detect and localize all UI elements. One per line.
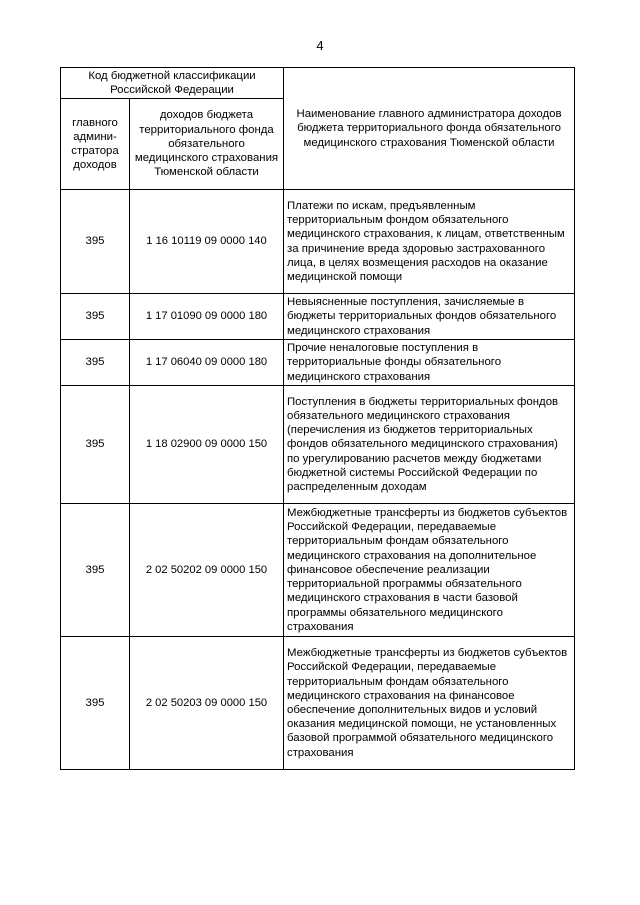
table-row	[61, 294, 575, 340]
cell-revenue-code: 1 16 10119 09 0000 140	[130, 190, 284, 294]
cell-revenue-code: 2 02 50203 09 0000 150	[130, 637, 284, 770]
table-row	[61, 386, 575, 504]
header-budget-classification-group: Код бюджетной классификации Российской Федерации	[61, 68, 284, 99]
table-header	[61, 68, 575, 190]
cell-admin-code: 395	[61, 386, 130, 504]
cell-revenue-name: Невыясненные поступления, зачисляемые в бюджеты территориальных фондов обязательного медицинского страхования	[284, 294, 575, 340]
table-body	[61, 190, 575, 770]
cell-admin-code: 395	[61, 340, 130, 386]
cell-revenue-code: 1 17 06040 09 0000 180	[130, 340, 284, 386]
budget-classification-table	[60, 67, 575, 770]
cell-revenue-code: 1 17 01090 09 0000 180	[130, 294, 284, 340]
cell-admin-code: 395	[61, 637, 130, 770]
cell-revenue-code: 1 18 02900 09 0000 150	[130, 386, 284, 504]
table-row	[61, 340, 575, 386]
page-number: 4	[316, 38, 324, 53]
header-row-top	[61, 68, 575, 99]
header-main-administrator: главного админи-стратора доходов	[61, 99, 130, 190]
cell-admin-code: 395	[61, 190, 130, 294]
table-row	[61, 504, 575, 637]
table-row	[61, 190, 575, 294]
cell-revenue-name: Межбюджетные трансферты из бюджетов субъектов Российской Федерации, передаваемые территориальным фондам обязательного медицинского страхования на финансовое обеспечение дополнительных видов и условий оказания медицинской помощи, не установленных базовой программой обязательного медицинского страхования	[284, 637, 575, 770]
cell-revenue-name: Прочие неналоговые поступления в территориальные фонды обязательного медицинского страхования	[284, 340, 575, 386]
cell-admin-code: 395	[61, 504, 130, 637]
cell-revenue-name: Платежи по искам, предъявленным территориальным фондом обязательного медицинского страхования, к лицам, ответственным за причинение вреда здоровью застрахованного лица, в целях возмещения расходов на оказание медицинской помощи	[284, 190, 575, 294]
cell-revenue-name: Межбюджетные трансферты из бюджетов субъектов Российской Федерации, передаваемые территориальным фондам обязательного медицинского страхования на дополнительное финансовое обеспечение реализации территориальной программы обязательного медицинского страхования в части базовой программы обязательного медицинского страхования	[284, 504, 575, 637]
table-row	[61, 637, 575, 770]
cell-admin-code: 395	[61, 294, 130, 340]
cell-revenue-name: Поступления в бюджеты территориальных фондов обязательного медицинского страхования (перечисления из бюджетов территориальных фондов обязательного медицинского страхования) по урегулированию расчетов между бюджетами бюджетной системы Российской Федерации по распределенным доходам	[284, 386, 575, 504]
header-revenue-code: доходов бюджета территориального фонда обязательного медицинского страхования Тюменской области	[130, 99, 284, 190]
cell-revenue-code: 2 02 50202 09 0000 150	[130, 504, 284, 637]
header-administrator-name: Наименование главного администратора доходов бюджета территориального фонда обязательного медицинского страхования Тюменской области	[284, 68, 575, 190]
